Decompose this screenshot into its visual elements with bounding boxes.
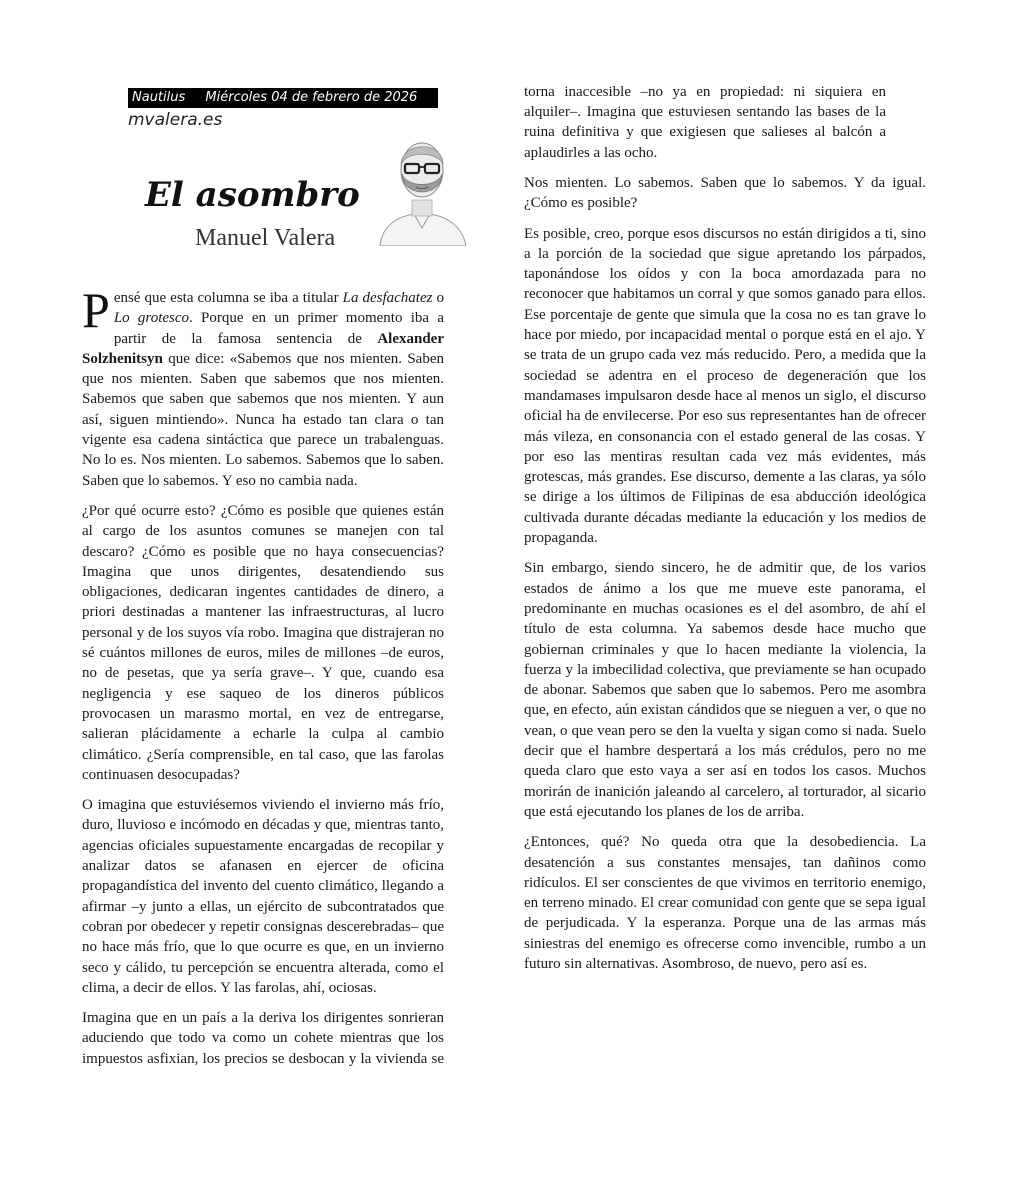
paragraph-6: Es posible, creo, porque esos discursos no están dirigidos a ti, sino a la porción de la sociedad que sigue apretando los párpados, taponándose los oídos y con la boca amordazada para no reconocer que habitamos un corral y que somos ganado para ellos. Ese porcentaje de gente que simula que la cosa no es tan grave lo hace por miedo, por incapacidad mental o porque está en el ajo. Y se trata de un grupo cada vez más reducido. Pero, a medida que la sociedad se adentra en el proceso de degeneración que los mandamases impulsaron desde hace al menos un siglo, el discurso oficial ha de envilecerse. Por eso sus representantes han de ofrecer más vileza, en consonancia con el estado general de las cosas. Y por eso las mentiras resultan cada vez más evidentes, más grotescas, más grandes. Ese discurso, demente a las claras, ya sólo se dirige a los últimos de Filipinas de esa abducción ideológica cultivada durante décadas mediante la educación y los medios de propaganda. <box>524 225 926 547</box>
paragraph-4-continued <box>524 82 926 163</box>
paragraph-4-continued-text: torna inaccesible –no ya en propiedad: ni siquiera en alquiler–. Imagina que estuviesen sentando las bases de la ruina definitiva y que exigiesen que salieses al balcón a aplaudirles a las ocho. <box>524 83 886 161</box>
publication-date: Miércoles 04 de febrero de 2026 <box>205 90 418 105</box>
italic-title-1: La desfachatez <box>342 290 433 306</box>
article-author: Manuel Valera <box>195 225 336 251</box>
italic-title-2: Lo grotesco <box>113 310 190 327</box>
paragraph-4: Imagina que en un país a la deriva los dirigentes sonrieran aduciendo que todo va como un cohete mientras que los impuestos asfixian, los precios se desbocan y la vivienda se <box>82 1010 444 1067</box>
drop-cap: P <box>82 282 110 338</box>
section-name: Nautilus <box>132 90 186 105</box>
author-portrait <box>372 124 472 246</box>
masthead-bar <box>128 88 438 108</box>
site-name: mvalera.es <box>128 110 223 130</box>
paragraph-2: ¿Por qué ocurre esto? ¿Cómo es posible que quienes están al cargo de los asuntos comunes se manejen con tal descaro? ¿Cómo es posible que no haya consecuencias? Imagina que unos dirigentes, desatendiendo sus obligaciones, dedicaran ingentes cantidades de dinero, a priori destinadas a mantener las infraestructuras, al lucro personal y de los suyos vía robo. Imagina que distrajeran no sé cuántos millones de euros, miles de millones –de euros, no de pesetas, que ya sería grave–. Y que, cuando esa negligencia y ese saqueo de los dineros públicos provocasen un marasmo mortal, en vez de entregarse, salieran plácidamente a echarle la culpa al cambio climático. ¿Sería comprensible, en tal caso, que las farolas continuasen desocupadas? <box>82 502 444 783</box>
paragraph-1-text-a: ensé que esta columna se iba a titular <box>113 290 343 306</box>
paragraph-1 <box>82 282 444 491</box>
article-column-left <box>82 282 444 1069</box>
paragraph-1-text-b: o <box>432 290 444 306</box>
quoted-author-name: Alexander Solzhenitsyn <box>82 330 444 367</box>
paragraph-1-text-d: que dice: «Sabemos que nos mienten. Saben que nos mienten. Saben que sabemos que nos mienten. Sabemos que saben que sabemos que nos mienten. Y aun así, siguen mintiendo». Nunca ha estado tan clara o tan vigente esa cadena sintáctica que parece un trabalenguas. No lo es. Nos mienten. Lo sabemos. Sabemos que lo saben. Saben que lo sabemos. Y eso no cambia nada. <box>82 350 444 489</box>
article-column-right <box>524 82 926 984</box>
paragraph-5: Nos mienten. Lo sabemos. Saben que lo sabemos. Y da igual. ¿Cómo es posible? <box>524 175 926 212</box>
paragraph-1-text-c: . Porque en un primer momento iba a partir de la famosa sentencia de <box>113 310 444 347</box>
paragraph-8: ¿Entonces, qué? No queda otra que la desobediencia. La desatención a sus constantes mensajes, tan dañinos como ridículos. El ser conscientes de que vivimos en territorio enemigo, en terreno minado. El crear comunidad con gente que se sepa igual de perjudicada. Y la esperanza. Porque una de las armas más siniestras del enemigo es ofrecerse como invencible, rumbo a un futuro sin alternativas. Asombroso, de nuevo, pero así es. <box>524 834 926 972</box>
paragraph-3: O imagina que estuviésemos viviendo el invierno más frío, duro, lluvioso e incómodo en décadas y que, mientras tanto, agencias oficiales supuestamente encargadas de recopilar y analizar datos se afanasen en ejercer de oficina propagandística del invento del cuento climático, llegando a afirmar –y junto a ellas, un ejército de subcontratados que cobran por obedecer y repetir consignas descerebradas– que no hace más frío, que lo que ocurre es que, en un invierno seco y cálido, tu percepción se encuentra alterada, como el clima, a decir de ellos. Y las farolas, ahí, ociosas. <box>82 797 444 996</box>
article-title: El asombro <box>145 175 360 215</box>
paragraph-7: Sin embargo, siendo sincero, he de admitir que, de los varios estados de ánimo a los que me mueve este panorama, el predominante en muchas ocasiones es el del asombro, de ahí el título de esta columna. Ya sabemos desde hace mucho que gobiernan criminales y que lo hacen mediante la violencia, la fuerza y la imbecilidad colectiva, que previamente se han ocupado de abonar. Sabemos que saben que lo sabemos. Pero me asombra que, en efecto, aún existan cándidos que se nieguen a ver, o que no vean, o que vean pero se den la vuelta y sigan como si nada. Suelo decir que el hambre despertará a los más crédulos, pero no me queda claro que esto vaya a ser así en todos los casos. Muchos morirán de inanición jaleando al carcelero, al torturador, al sicario que está ejecutando los planes de los de arriba. <box>524 560 926 820</box>
